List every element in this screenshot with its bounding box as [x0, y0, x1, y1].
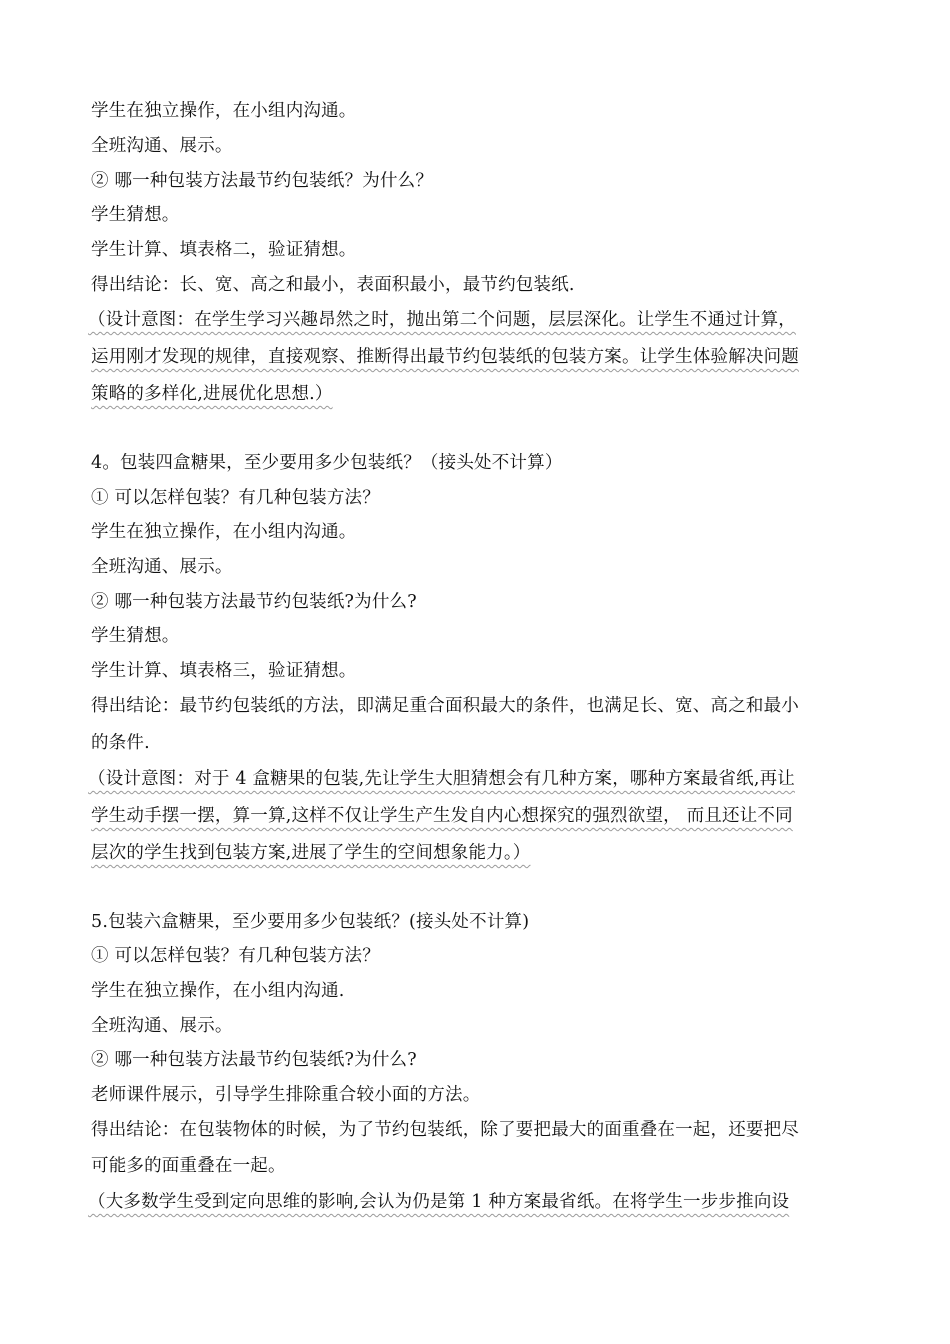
design-intent-note: 策略的多样化,进展优化思想.）	[91, 384, 333, 404]
design-intent-note: 运用刚才发现的规律，直接观察、推断得出最节约包装纸的包装方案。让学生体验解决问题	[91, 347, 799, 367]
design-intent-note: （设计意图：在学生学习兴趣昂然之时，抛出第二个问题，层层深化。让学生不通过计算，	[88, 310, 796, 330]
design-intent-note: （大多数学生受到定向思维的影响,会认为仍是第 1 种方案最省纸。在将学生一步步推向设	[88, 1192, 790, 1212]
text-line: 学生在独立操作，在小组内沟通。	[91, 522, 357, 542]
design-intent-note: （设计意图：对于 4 盒糖果的包装,先让学生大胆猜想会有几种方案，哪种方案最省纸,再让	[88, 769, 795, 789]
text-line: 得出结论：在包装物体的时候，为了节约包装纸，除了要把最大的面重叠在一起，还要把尽	[91, 1120, 799, 1140]
text-line: 学生计算、填表格三，验证猜想。	[91, 661, 357, 681]
text-line: ② 哪一种包装方法最节约包装纸?为什么?	[91, 1050, 417, 1070]
text-line: 全班沟通、展示。	[91, 136, 233, 156]
design-intent-note: 学生动手摆一摆，算一算,这样不仅让学生产生发自内心想探究的强烈欲望， 而且还让不同	[91, 806, 793, 826]
text-line: ② 哪一种包装方法最节约包装纸？为什么？	[91, 171, 434, 191]
text-line: ① 可以怎样包装？有几种包装方法？	[91, 946, 380, 966]
text-line: 的条件.	[91, 733, 150, 753]
text-line: 学生在独立操作，在小组内沟通.	[91, 981, 345, 1001]
text-line: ② 哪一种包装方法最节约包装纸?为什么?	[91, 592, 417, 612]
text-line: 老师课件展示，引导学生排除重合较小面的方法。	[91, 1085, 481, 1105]
text-line: 可能多的面重叠在一起。	[91, 1156, 286, 1176]
text-line: 得出结论：长、宽、高之和最小，表面积最小，最节约包装纸.	[91, 275, 575, 295]
text-line: 学生在独立操作，在小组内沟通。	[91, 101, 357, 121]
text-line: 学生猜想。	[91, 626, 180, 646]
text-line: 全班沟通、展示。	[91, 557, 233, 577]
section-heading: 5.包装六盒糖果，至少要用多少包装纸？(接头处不计算)	[91, 912, 530, 932]
text-line: 得出结论：最节约包装纸的方法，即满足重合面积最大的条件，也满足长、宽、高之和最小	[91, 696, 799, 716]
text-line: 学生猜想。	[91, 205, 180, 225]
text-line: 全班沟通、展示。	[91, 1016, 233, 1036]
text-line: ① 可以怎样包装？有几种包装方法？	[91, 488, 380, 508]
design-intent-note: 层次的学生找到包装方案,进展了学生的空间想象能力。）	[91, 843, 531, 863]
section-heading: 4。包装四盒糖果，至少要用多少包装纸？（接头处不计算）	[91, 453, 563, 473]
text-line: 学生计算、填表格二，验证猜想。	[91, 240, 357, 260]
